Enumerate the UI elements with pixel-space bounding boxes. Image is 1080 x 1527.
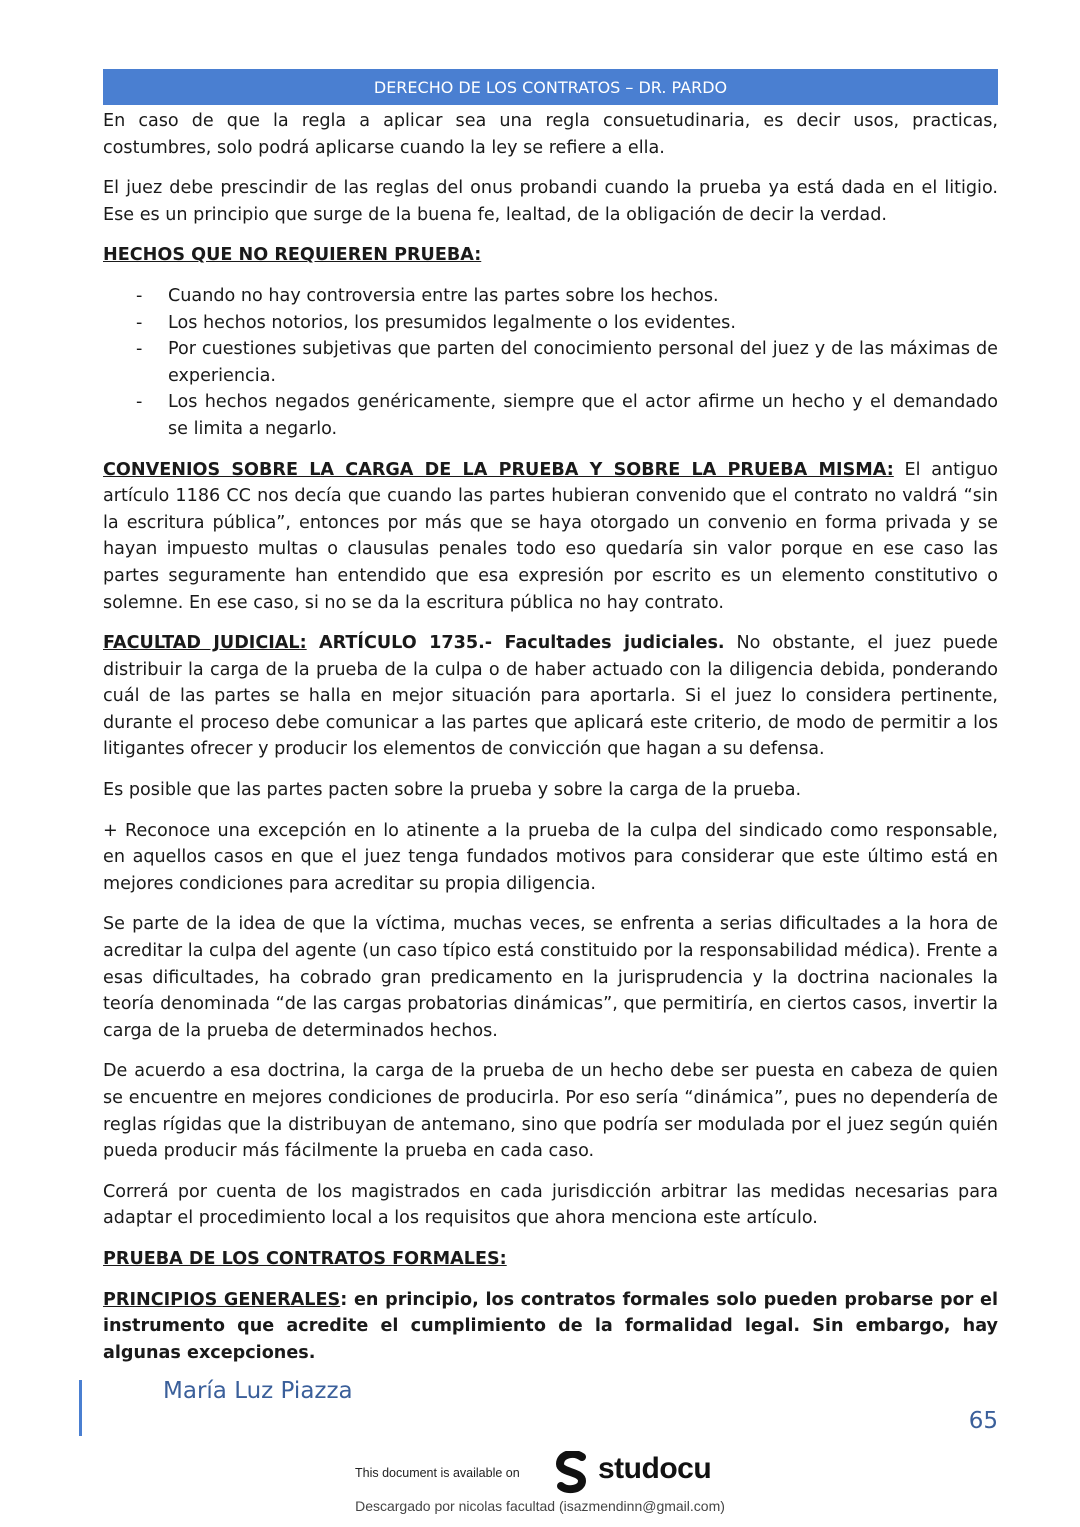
- paragraph: Es posible que las partes pacten sobre la prueba y sobre la carga de la prueba.: [103, 780, 802, 801]
- paragraph: Correrá por cuenta de los magistrados en cada jurisdicción arbitrar las medidas necesarias para adaptar el procedimiento local a los requisitos que ahora menciona este artículo.: [103, 1181, 998, 1229]
- paragraph-text: El antiguo artículo 1186 CC nos decía que cuando las partes hubieran convenido que el contrato no valdrá “sin la escritura pública”, entonces por más que se haya otorgado un convenio en forma privada y se hayan impuesto multas o clausulas penales todo eso quedaría sin valor porque en ese caso las partes seguramente han entendido que esa expresión por escrito es un elemento constitutivo o solemne. En ese caso, si no se da la escritura pública no hay contrato.: [103, 459, 998, 613]
- page-number: 65: [968, 1408, 998, 1434]
- section-heading: PRUEBA DE LOS CONTRATOS FORMALES:: [103, 1248, 507, 1269]
- paragraph: En caso de que la regla a aplicar sea una regla consuetudinaria, es decir usos, practicas, costumbres, solo podrá aplicarse cuando la ley se refiere a ella.: [103, 111, 998, 158]
- paragraph: [103, 457, 998, 617]
- studocu-brand[interactable]: studocu: [598, 1452, 712, 1485]
- download-note: Descargado por nicolas facultad (isazmendinn@gmail.com): [355, 1498, 725, 1514]
- inline-heading: PRINCIPIOS GENERALES: [103, 1289, 341, 1310]
- paragraph: De acuerdo a esa doctrina, la carga de la prueba de un hecho debe ser puesta en cabeza de quien se encuentre en mejores condiciones de producirla. Por eso sería “dinámica”, pues no dependería de reglas rígidas que la distribuyan de antemano, sino que podría ser modulada por el juez según quién pueda producir más fácilmente la prueba en cada caso.: [103, 1061, 998, 1162]
- list-item: - Los hechos negados genéricamente, siempre que el actor afirme un hecho y el demandado se limita a negarlo.: [103, 389, 998, 442]
- article-title: ARTÍCULO 1735.- Facultades judiciales.: [306, 633, 725, 654]
- paragraph: El juez debe prescindir de las reglas del onus probandi cuando la prueba ya está dada en el litigio. Ese es un principio que surge de la buena fe, lealtad, de la obligación de decir la verdad.: [103, 178, 998, 225]
- availability-text: This document is available on: [355, 1466, 520, 1480]
- section-heading: HECHOS QUE NO REQUIEREN PRUEBA:: [103, 245, 482, 266]
- inline-heading: FACULTAD JUDICIAL:: [103, 633, 307, 654]
- list-item: - Cuando no hay controversia entre las partes sobre los hechos.: [103, 283, 998, 310]
- paragraph: [103, 1287, 998, 1367]
- paragraph: Se parte de la idea de que la víctima, muchas veces, se enfrenta a serias dificultades a la hora de acreditar la culpa del agente (un caso típico está constituido por la responsabilidad médica). Frente a esas dificultades, ha cobrado gran predicamento en la jurisprudencia y la doctrina nacionales la teoría denominada “de las cargas probatorias dinámicas”, que permitiría, en ciertos casos, invertir la carga de la prueba de determinados hechos.: [103, 914, 998, 1041]
- author-name: María Luz Piazza: [163, 1378, 353, 1404]
- document-header: DERECHO DE LOS CONTRATOS – DR. PARDO: [103, 69, 998, 105]
- paragraph-text-bold: : en principio, los contratos formales solo pueden probarse por el instrumento que acredite el cumplimiento de la formalidad legal. Sin embargo, hay algunas excepciones.: [103, 1289, 998, 1363]
- footer-rule: [79, 1380, 82, 1436]
- document-body: [103, 108, 998, 1380]
- paragraph: [103, 630, 998, 763]
- list-item: - Los hechos notorios, los presumidos legalmente o los evidentes.: [103, 310, 998, 337]
- list-item: - Por cuestiones subjetivas que parten del conocimiento personal del juez y de las máximas de experiencia.: [103, 336, 998, 389]
- inline-heading: CONVENIOS SOBRE LA CARGA DE LA PRUEBA Y SOBRE LA PRUEBA MISMA:: [103, 459, 894, 480]
- paragraph-text: No obstante, el juez puede distribuir la carga de la prueba de la culpa o de haber actuado con la diligencia debida, ponderando cuál de las partes se halla en mejor situación para aportarla. Si el juez lo considera pertinente, durante el proceso debe comunicar a las partes que aplicará este criterio, de modo de permitir a los litigantes ofrecer y producir los elementos de convicción que hagan a su defensa.: [103, 633, 999, 760]
- facts-list: [103, 283, 998, 443]
- studocu-logo-icon[interactable]: [552, 1451, 594, 1495]
- paragraph: + Reconoce una excepción en lo atinente a la prueba de la culpa del sindicado como responsable, en aquellos casos en que el juez tenga fundados motivos para considerar que este último está en mejores condiciones para acreditar su propia diligencia.: [103, 820, 998, 894]
